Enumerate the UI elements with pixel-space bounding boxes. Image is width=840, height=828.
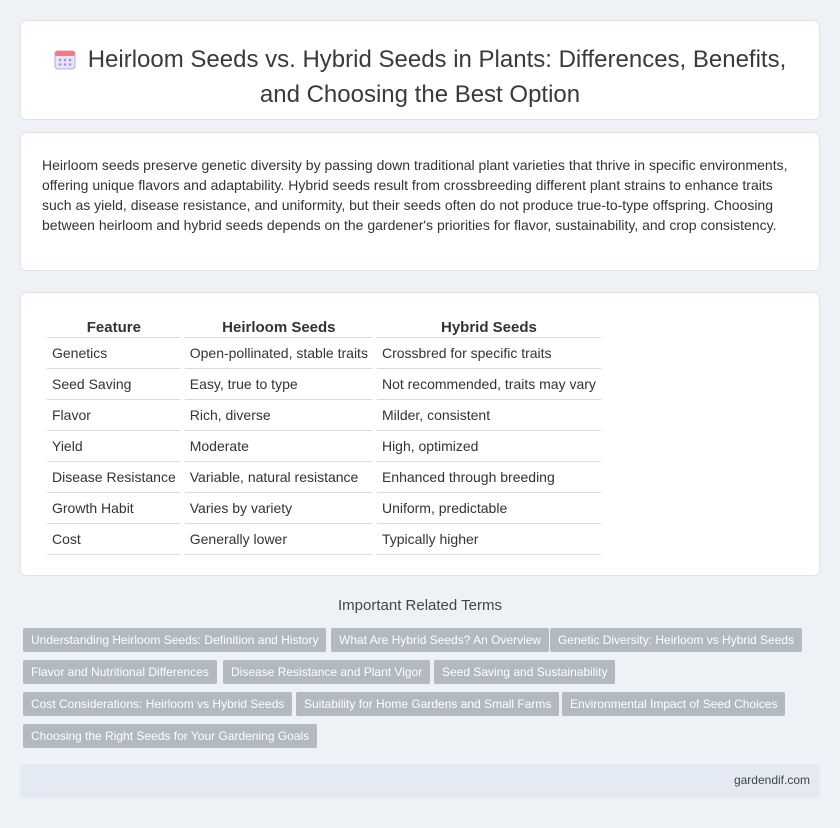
term-tag[interactable]: What Are Hybrid Seeds? An Overview — [331, 628, 549, 652]
table-row — [47, 431, 601, 462]
term-tag[interactable]: Disease Resistance and Plant Vigor — [223, 660, 430, 684]
term-tag[interactable]: Choosing the Right Seeds for Your Gardening Goals — [23, 724, 317, 748]
page-title — [21, 44, 819, 111]
cell-feature: Seed Saving — [47, 369, 181, 400]
cell-heirloom: Generally lower — [185, 524, 373, 555]
term-tag[interactable]: Flavor and Nutritional Differences — [23, 660, 217, 684]
table-row — [47, 493, 601, 524]
cell-heirloom: Varies by variety — [185, 493, 373, 524]
table-header-row — [47, 317, 601, 338]
header-heirloom: Heirloom Seeds — [185, 317, 373, 338]
table-row — [47, 524, 601, 555]
term-tag[interactable]: Genetic Diversity: Heirloom vs Hybrid Seeds — [550, 628, 802, 652]
table-row — [47, 462, 601, 493]
cell-heirloom: Variable, natural resistance — [185, 462, 373, 493]
cell-hybrid: Typically higher — [377, 524, 601, 555]
title-line-2: and Choosing the Best Option — [259, 81, 581, 108]
term-tag[interactable]: Environmental Impact of Seed Choices — [562, 692, 785, 716]
cell-feature: Flavor — [47, 400, 181, 431]
term-tag[interactable]: Cost Considerations: Heirloom vs Hybrid Seeds — [23, 692, 292, 716]
cell-hybrid: Enhanced through breeding — [377, 462, 601, 493]
table-row — [47, 369, 601, 400]
cell-feature: Genetics — [47, 338, 181, 369]
footer — [20, 764, 820, 798]
cell-heirloom: Rich, diverse — [185, 400, 373, 431]
cell-feature: Cost — [47, 524, 181, 555]
cell-hybrid: Uniform, predictable — [377, 493, 601, 524]
related-terms-heading: Important Related Terms — [338, 597, 502, 614]
cell-hybrid: Not recommended, traits may vary — [377, 369, 601, 400]
cell-heirloom: Easy, true to type — [185, 369, 373, 400]
cell-heirloom: Open-pollinated, stable traits — [185, 338, 373, 369]
term-tag[interactable]: Understanding Heirloom Seeds: Definition and History — [23, 628, 326, 652]
header-feature: Feature — [47, 317, 181, 338]
cell-feature: Yield — [47, 431, 181, 462]
comparison-table — [43, 317, 605, 555]
table-row — [47, 400, 601, 431]
cell-heirloom: Moderate — [185, 431, 373, 462]
cell-hybrid: Milder, consistent — [377, 400, 601, 431]
term-tag[interactable]: Seed Saving and Sustainability — [434, 660, 615, 684]
header-hybrid: Hybrid Seeds — [377, 317, 601, 338]
cell-hybrid: Crossbred for specific traits — [377, 338, 601, 369]
footer-site-link[interactable]: gardendif.com — [733, 773, 810, 787]
header-card — [20, 20, 820, 120]
calendar-icon — [54, 47, 76, 79]
table-row — [47, 338, 601, 369]
cell-hybrid: High, optimized — [377, 431, 601, 462]
term-tag[interactable]: Suitability for Home Gardens and Small Farms — [296, 692, 559, 716]
cell-feature: Growth Habit — [47, 493, 181, 524]
comparison-card — [20, 292, 820, 576]
title-line-1: Heirloom Seeds vs. Hybrid Seeds in Plants: Differences, Benefits, — [87, 46, 787, 73]
intro-paragraph: Heirloom seeds preserve genetic diversity by passing down traditional plant varieties that thrive in specific environments, offering unique flavors and adaptability. Hybrid seeds result from crossbreeding different plant strains to enhance traits such as yield, disease resistance, and uniformity, but their seeds often do not produce true-to-type offspring. Choosing between heirloom and hybrid seeds depends on the gardener's priorities for flavor, sustainability, and crop consistency. — [42, 157, 788, 233]
cell-feature: Disease Resistance — [47, 462, 181, 493]
intro-card — [20, 132, 820, 271]
